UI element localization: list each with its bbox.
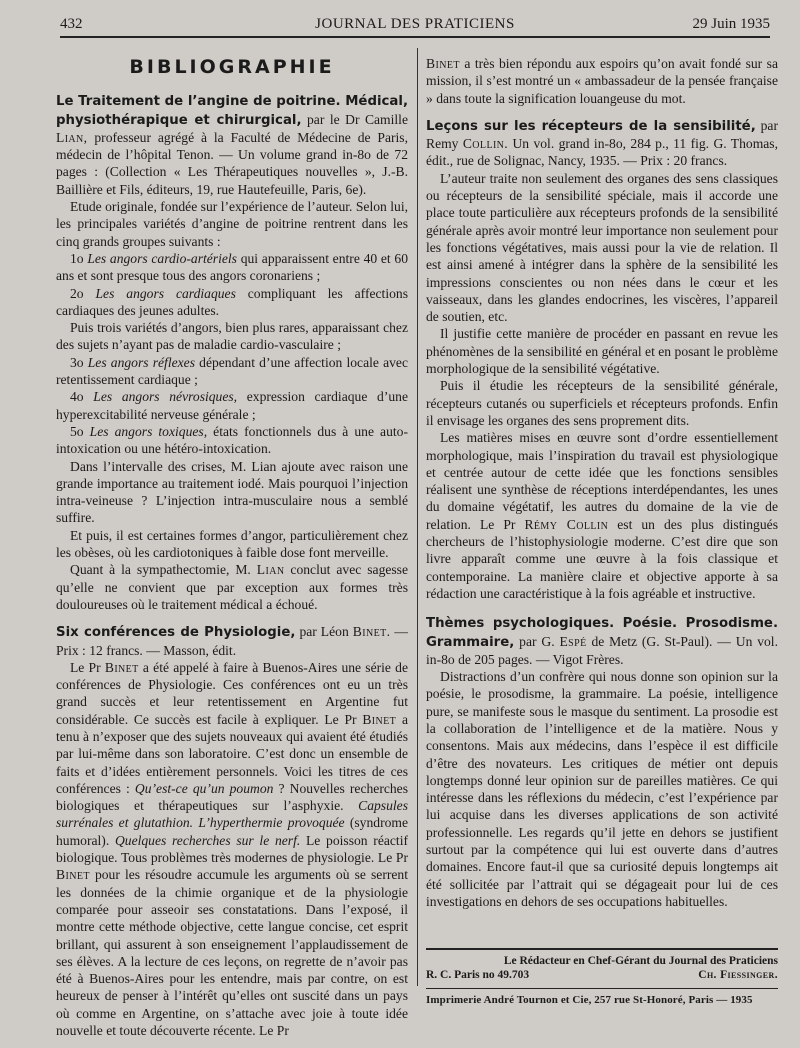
column-divider <box>417 48 418 986</box>
right-column <box>426 55 778 988</box>
review-paragraph <box>56 561 408 613</box>
lecture-title: Qu’est-ce qu’un poumon <box>134 780 274 796</box>
item-text: qui apparaissent entre 40 et 60 ans et sont presque tous des angors coronariens ; <box>56 250 408 284</box>
list-item <box>56 285 408 320</box>
book-details: — Prix : 12 francs. — Masson, édit. <box>56 624 408 658</box>
book-details: de Metz (G. St-Paul). — Un vol. in-8o de 205 pages. — Vigot Frères. <box>426 633 778 667</box>
text-run: a tenu à n’exposer que des sujets nouveaux qui avaient été étudiés par lui-même dans son laboratoire. C’est donc un ensemble de faits et d’idées entièrement personnels. Voici les titres de ces conférences : <box>56 711 408 796</box>
author-name: Binet <box>104 659 139 675</box>
author-name: Binet <box>56 867 90 883</box>
text-run: conclut avec sagesse qu’elle ne convient que par exception aux formes très douloureuses où le traitement médical a échoué. <box>56 562 409 612</box>
review-paragraph <box>426 429 778 602</box>
text-run: Le poisson réactif biologique. Tous problèmes très modernes de physiologie. Le Pr <box>56 832 408 866</box>
text-run: est un des plus distingués chercheurs de l’histophysiologie moderne. C’est dire que son livre apparaît comme une œuvre à la fois classique et contemporaine. La manière claire et objective apporte à sa rédaction une caractéristique à la fois agréable et instructive. <box>426 516 778 601</box>
item-number: 3o <box>70 354 88 370</box>
editor-line: Le Rédacteur en Chef-Gérant du Journal des Praticiens <box>503 955 778 967</box>
item-term: Les angors cardio-artériels <box>87 250 237 266</box>
byline: par Léon <box>295 624 353 640</box>
book-title: Le Traitement de l’angine de poitrine. Médical, physiothérapique et chirurgical, <box>56 94 408 128</box>
lecture-title: Capsules surrénales et glutathion. L’hyperthermie provoquée <box>56 798 408 831</box>
review-entry-themes <box>426 614 778 668</box>
review-paragraph <box>56 659 408 1040</box>
list-item <box>56 388 408 423</box>
author-name: Lian <box>256 562 285 578</box>
review-paragraph: Il justifie cette manière de procéder en passant en revue les phénomènes de la sensibilité en général et en posant le problème morphologique de la sensibilité végétative. <box>426 326 778 377</box>
page-number: 432 <box>60 16 83 32</box>
review-paragraph-continued <box>426 55 778 107</box>
running-header <box>60 14 770 38</box>
review-paragraph: Puis trois variétés d’angors, bien plus rares, apparaissant chez des sujets n’ayant pas de maladie cardio-vasculaire ; <box>56 320 408 353</box>
item-text: états fonctionnels dus à une auto-intoxication ou une hétéro-intoxication. <box>56 423 408 457</box>
text-run: ? Nouvelles recherches biologiques et thérapeutiques sur l’asphyxie. <box>56 780 409 814</box>
text-run: (syndrome humoral). <box>56 815 409 848</box>
review-paragraph: Puis il étudie les récepteurs de la sensibilité générale, récepteurs cutanés ou superficiels et récepteurs profonds. Enfin il envisage les organes des sens proprement dits. <box>426 378 778 428</box>
book-title: Thèmes psychologiques. Poésie. Prosodisme. Grammaire, <box>426 616 778 650</box>
text-run: Les matières mises en œuvre sont d’ordre essentiellement morphologique, mais l’inspiration du travail est physiologique et centrée autour de cette idée que les fonctions sensibles réalisent une synthèse de réceptions interdépendantes, les unes du domaine végétatif, les autres du domaine de la vie de relation. Le Pr <box>426 430 778 532</box>
journal-title: JOURNAL DES PRATICIENS <box>315 16 515 32</box>
item-number: 4o <box>70 389 94 405</box>
author-name: Binet. <box>352 624 391 640</box>
item-number: 1o <box>70 250 88 266</box>
item-term: Les angors névrosiques, <box>93 389 238 405</box>
book-details: professeur agrégé à la Faculté de Médecine de Paris, médecin de l’hôpital Tenon. — Un volume grand in-8o de 72 pages : (Collection « Les Thérapeutiques nouvelles », J.-B. Baillière et Fils, éditeurs, 19, rue Hautefeuille, Paris, 6e). <box>56 129 408 197</box>
item-term: Les angors toxiques, <box>89 423 208 439</box>
item-number: 5o <box>70 423 90 439</box>
list-item <box>56 250 408 285</box>
review-paragraph: Et puis, il est certaines formes d’angor, particulièrement chez les obèses, où les cardiotoniques à faible dose font merveille. <box>56 527 408 561</box>
author-name: Binet <box>426 56 460 71</box>
author-name: Rémy Collin <box>524 516 609 532</box>
item-number: 2o <box>70 285 96 301</box>
imprint-footer <box>426 948 778 1007</box>
book-title: Six conférences de Physiologie, <box>56 625 296 641</box>
review-paragraph: Dans l’intervalle des crises, M. Lian ajoute avec raison une grande importance au traitement iodé. Mais pourquoi l’injection intra-veineuse ? L’injection intra-musculaire nous a semblé suffire. <box>56 458 408 526</box>
review-entry-angine <box>56 92 408 198</box>
byline: par G. <box>514 633 560 649</box>
author-name: Espé <box>559 633 587 649</box>
item-text: expression cardiaque d’une hyperexcitabilité nerveuse générale ; <box>56 389 408 422</box>
book-title: Leçons sur les récepteurs de la sensibilité, <box>426 118 756 134</box>
author-name: Collin. <box>462 136 509 152</box>
byline: par le Dr Camille <box>301 111 408 127</box>
left-column <box>56 55 409 1039</box>
author-name: Binet <box>362 711 397 727</box>
item-term: Les angors réflexes <box>87 354 195 370</box>
byline: par Remy <box>426 117 778 152</box>
review-entry-physiologie <box>56 623 408 659</box>
review-paragraph: L’auteur traite non seulement des organes des sens classiques ou récepteurs de la sensibilité spéciale, mais il accorde une place toute particulière aux récepteurs profonds de la sensibilité générale après avoir montré leur importance non seulement pour les fonctions végétatives, mais aussi pour la vie de relation. Il est ainsi amené à intégrer dans la sphère de la sensibilité les impressions conscientes ou non nées dans le cœur et les vaisseaux, dans les glandes endocrines, les viscères, l’appareil de soutien, etc. <box>426 170 778 325</box>
footer-rule <box>426 948 778 950</box>
item-text: compliquant les affections cardiaques des jeunes adultes. <box>56 285 408 318</box>
editor-name: Ch. Fiessinger. <box>698 969 778 981</box>
text-run: a été appelé à faire à Buenos-Aires une série de conférences de Physiologie. Ces conférences ont eu un très grand succès et leur retentissement en Argentine fut considérable. Ce succès est facile à expliquer. Le Pr <box>56 659 408 727</box>
book-details: Un vol. grand in-8o, 284 p., 11 fig. G. Thomas, édit., rue de Solignac, Nancy, 1935. — Prix : 20 francs. <box>426 136 778 169</box>
list-item <box>56 354 408 389</box>
author-name: Lian, <box>56 129 88 145</box>
text-run: Le Pr <box>70 659 105 675</box>
review-entry-sensibilite <box>426 117 778 170</box>
review-paragraph: Etude originale, fondée sur l’expérience de l’auteur. Selon lui, les principales variétés d’angine de poitrine rentrent dans les cinq grands groupes suivants : <box>56 199 408 249</box>
text-run: a très bien répondu aux espoirs qu’on avait fondé sur sa mission, il s’est montré un « ambassadeur de la pensée française » dans toute la signification louangeuse du mot. <box>426 56 778 106</box>
text-run: pour les résoudre accumule les arguments où se serrent les données de la chimie organique et de la physiologie comparée pour asseoir ses constatations. Dans l’exposé, il montre cette méthode objective, cette langue concise, cet esprit brillant, qui assurent à son enseignement l’applaudissement de ses élèves. A la lecture de ces leçons, on regrette de n’avoir pas été à Buenos-Aires pour les entendre, mais par contre, on est heureux de penser à l’intérêt qu’elles ont suscité dans un pays où comme en Argentine, on s’attache avec joie à toute idée nouvelle et toute découverte récente. Le Pr <box>56 867 408 1039</box>
item-text: dépendant d’une affection locale avec retentissement cardiaque ; <box>56 354 408 388</box>
review-paragraph: Distractions d’un confrère qui nous donne son opinion sur la poésie, le prosodisme, la grammaire. La poésie, intelligence pure, se manifeste sous le masque du sentiment. La prosodie est la collaboration de l’intelligence et de la matière. Nous y consentons. Mais aux médecins, dans l’espèce il est difficile d’être des novateurs. Les critiques de métier ont depuis longtemps donné leur opinion sur de pareilles matières. Ce qui intéresse dans les réflexions du médecin, c’est l’expérience par lui acquise dans les diverses applications de son activité professionnelle. Les regards qu’il jette en dehors se justifient surtout par la compétence qui lui est ouverte dans d’autres domaines. Encore faut-il que sa curiosité depuis longtemps ait été sollicitée par l’attrait qui se dégageait pour lui de ces investigations en dehors de ses occupations habituelles. <box>426 669 778 909</box>
issue-date: 29 Juin 1935 <box>692 16 770 32</box>
section-title: BIBLIOGRAPHIE <box>129 56 335 78</box>
printer-line: Imprimerie André Tournon et Cie, 257 rue St-Honoré, Paris — 1935 <box>426 988 778 1007</box>
list-item <box>56 423 408 458</box>
lecture-title: Quelques recherches sur le nerf. <box>114 832 301 848</box>
registry-number: R. C. Paris no 49.703 <box>426 969 530 981</box>
item-term: Les angors cardiaques <box>95 285 236 301</box>
text-run: Quant à la sympathectomie, M. <box>70 562 257 578</box>
editor-row <box>426 968 778 982</box>
